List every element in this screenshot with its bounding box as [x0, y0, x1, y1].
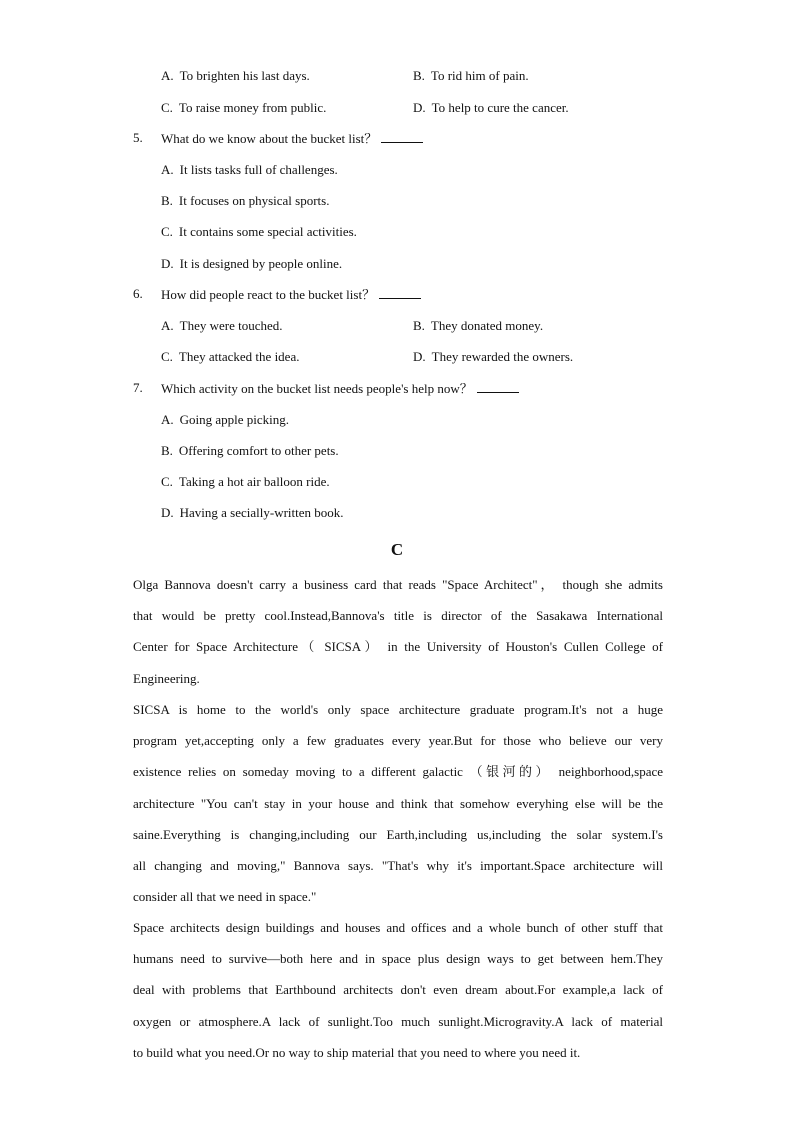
question-number: 5. — [133, 130, 143, 145]
option-text: They rewarded the owners. — [431, 349, 574, 364]
option-text: They donated money. — [430, 318, 544, 333]
q4-option-a[interactable] — [161, 68, 310, 84]
q7-option-c[interactable] — [161, 474, 330, 490]
question-6 — [0, 286, 794, 302]
question-stem — [161, 286, 421, 303]
option-text: It is designed by people online. — [179, 256, 343, 271]
passage-line: that would be pretty cool.Instead,Bannova's title is director of the Sasakawa International — [133, 608, 663, 624]
q5-option-a[interactable] — [161, 162, 338, 178]
q7-option-b[interactable] — [161, 443, 339, 459]
passage-line: saine.Everything is changing,including our Earth,including us,including the solar system.I's — [133, 826, 663, 842]
q5-option-c[interactable] — [161, 224, 357, 240]
passage-line: consider all that we need in space." — [133, 889, 317, 905]
option-letter: D. — [161, 505, 174, 520]
passage-line: deal with problems that Earthbound architects don't even dream about.For example,a lack of — [133, 982, 663, 998]
question-5 — [0, 130, 794, 146]
q6-option-c[interactable] — [161, 349, 299, 365]
option-letter: B. — [161, 193, 173, 208]
passage-line: architecture "You can't stay in your house and think that somehow everyhing else will be the — [133, 795, 663, 811]
option-text: Taking a hot air balloon ride. — [178, 474, 330, 489]
passage-line: humans need to survive—both here and in space plus design ways to get between hem.They — [133, 951, 663, 967]
passage-line: SICSA is home to the world's only space architecture graduate program.It's not a huge — [133, 702, 663, 717]
option-letter: A. — [161, 412, 174, 427]
q6-option-b[interactable] — [413, 318, 543, 334]
answer-blank[interactable] — [381, 130, 423, 143]
passage-line: program yet,accepting only a few graduates every year.But for those who believe our very — [133, 733, 663, 749]
question-stem — [161, 130, 423, 147]
q4-option-d[interactable] — [413, 100, 569, 116]
option-text: It focuses on physical sports. — [178, 193, 330, 208]
option-text: To rid him of pain. — [430, 68, 529, 83]
q4-option-b[interactable] — [413, 68, 529, 84]
option-letter: C. — [161, 100, 173, 115]
passage-line: to build what you need.Or no way to ship material that you need to where you need it. — [133, 1044, 581, 1060]
passage-line: oxygen or atmosphere.A lack of sunlight.Too much sunlight.Microgravity.A lack of material — [133, 1013, 663, 1029]
q4-option-c[interactable] — [161, 100, 326, 116]
passage-line: existence relies on someday moving to a different galactic （银河的） neighborhood,space — [133, 764, 663, 780]
q6-option-a[interactable] — [161, 318, 283, 334]
option-letter: A. — [161, 162, 174, 177]
option-text: It contains some special activities. — [178, 224, 357, 239]
answer-blank[interactable] — [477, 380, 519, 393]
option-letter: C. — [161, 349, 173, 364]
q6-option-d[interactable] — [413, 349, 573, 365]
passage-paragraph-2 — [133, 702, 663, 920]
passage-paragraph-1 — [133, 577, 663, 702]
question-stem — [161, 380, 519, 397]
option-letter: B. — [161, 443, 173, 458]
option-text: They were touched. — [179, 318, 283, 333]
q5-option-d[interactable] — [161, 256, 342, 272]
option-letter: D. — [413, 349, 426, 364]
option-text: To raise money from public. — [178, 100, 327, 115]
passage-line: Olga Bannova doesn't carry a business card that reads "Space Architect"， though she admits — [133, 577, 663, 592]
option-letter: A. — [161, 318, 174, 333]
option-text: Going apple picking. — [179, 412, 290, 427]
option-text: Offering comfort to other pets. — [178, 443, 339, 458]
question-number: 6. — [133, 286, 143, 301]
option-letter: C. — [161, 224, 173, 239]
option-text: It lists tasks full of challenges. — [179, 162, 338, 177]
option-text: To help to cure the cancer. — [431, 100, 569, 115]
option-letter: B. — [413, 318, 425, 333]
question-text: How did people react to the bucket list？ — [161, 287, 376, 302]
option-text: Having a secially-written book. — [179, 505, 344, 520]
question-7 — [0, 380, 794, 396]
section-title: C — [390, 540, 404, 559]
q7-option-a[interactable] — [161, 412, 289, 428]
option-letter: D. — [413, 100, 426, 115]
passage-line: Space architects design buildings and houses and offices and a whole bunch of other stuff that — [133, 920, 663, 935]
option-letter: A. — [161, 68, 174, 83]
option-letter: C. — [161, 474, 173, 489]
passage-paragraph-3 — [133, 920, 663, 1076]
passage-line: Center for Space Architecture（ SICSA） in the University of Houston's Cullen College of — [133, 639, 663, 655]
option-text: They attacked the idea. — [178, 349, 300, 364]
question-text: What do we know about the bucket list？ — [161, 131, 378, 146]
passage-line: all changing and moving," Bannova says. "That's why it's important.Space architecture will — [133, 857, 663, 873]
option-text: To brighten his last days. — [179, 68, 310, 83]
question-text: Which activity on the bucket list needs people's help now？ — [161, 381, 473, 396]
q7-option-d[interactable] — [161, 505, 344, 521]
answer-blank[interactable] — [379, 286, 421, 299]
option-letter: B. — [413, 68, 425, 83]
q5-option-b[interactable] — [161, 193, 329, 209]
passage-line: Engineering. — [133, 670, 200, 686]
option-letter: D. — [161, 256, 174, 271]
question-number: 7. — [133, 380, 143, 395]
